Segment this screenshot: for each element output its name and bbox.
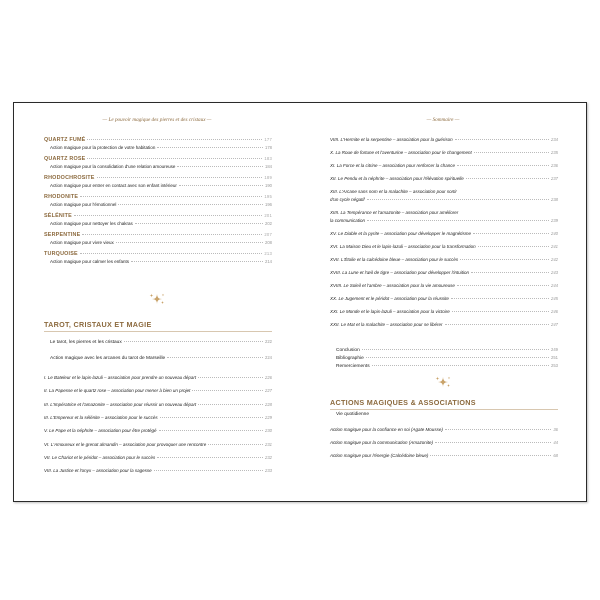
section-rule (330, 409, 558, 410)
entry-text: XVIII. La Lune et l'œil de tigre – association pour développer l'intuition (330, 270, 470, 275)
left-page (14, 103, 300, 501)
entry-text: la communication (330, 218, 366, 223)
entry-text: XII. Le Pendu et la néphrite – association pour l'élévation spirituelle (330, 176, 464, 181)
leader-dots (131, 261, 263, 262)
page-number: 177 (264, 137, 272, 142)
page-number: 238 (551, 197, 558, 202)
entry-text: VI. L'Amoureux et le grenat almandin – association pour provoquer une rencontre (44, 441, 207, 447)
page-number: 68 (553, 453, 558, 458)
section-intro (44, 355, 272, 361)
page-number: 184 (265, 164, 272, 169)
entry-text: QUARTZ ROSE (44, 156, 86, 162)
leader-dots (80, 196, 262, 197)
leader-dots (445, 429, 552, 430)
leader-dots (452, 311, 549, 312)
leader-dots (362, 349, 549, 350)
leader-dots (87, 139, 262, 140)
crystal-heading (44, 137, 272, 143)
leader-dots (367, 220, 549, 221)
entry-text: Action magique pour l'émotionnel (50, 202, 117, 207)
entry-text: XIIII. La Tempérance et l'amazonite – association pour améliorer (330, 210, 459, 215)
action-entry (330, 440, 558, 445)
entry-text: Action magique avec les arcanes du tarot de Marseille (50, 356, 166, 361)
entry-text: XVII. L'Étoile et la calcédoine bleue – association pour le succès (330, 257, 459, 262)
entry-text: XV. Le Diable et la pyrite – association pour développer le magnétisme (330, 231, 471, 236)
leader-dots (473, 233, 549, 234)
page-number: 228 (265, 401, 272, 407)
section-intro (44, 339, 272, 345)
leader-dots (192, 390, 263, 391)
page-number: 245 (551, 296, 558, 301)
back-matter-entry (330, 363, 558, 369)
entry-text: X. La Roue de fortune et l'aventurine – association pour le changement (330, 150, 472, 155)
running-head-right: — Sommaire — (426, 117, 460, 123)
arcane-entry (44, 402, 272, 407)
leader-dots (466, 178, 549, 179)
entry-text: XXII. Le Mat et la malachite – association pour se libérer (330, 322, 443, 327)
entry-text: RHODONITE (44, 194, 79, 200)
running-head-left: — Le pouvoir magique des pierres et des cristaux — (102, 117, 212, 123)
section-title-actions: ACTIONS MAGIQUES & ASSOCIATIONS (330, 398, 476, 407)
leader-dots (208, 444, 263, 445)
page-number: 202 (265, 221, 272, 226)
arcane-entry (44, 375, 272, 380)
crystal-heading (44, 213, 272, 219)
page-number: 44 (553, 440, 558, 445)
page-number: 231 (265, 441, 272, 447)
crystal-action (44, 221, 272, 226)
page-number: 253 (551, 363, 558, 368)
page-number: 237 (551, 176, 558, 181)
entry-text: III. L'Impératrice et l'amazonite – association pour réussir un nouveau départ (44, 401, 197, 407)
page-number: 229 (265, 414, 272, 420)
sparkle-icon (148, 292, 166, 306)
page-number: 213 (264, 251, 272, 256)
arcane-entry (44, 455, 272, 460)
entry-text: XXI. Le Monde et le lapis-lazuli – association pour la victoire (330, 309, 450, 314)
entry-text: d'un cycle négatif (330, 197, 365, 202)
page-number: 183 (264, 156, 272, 161)
entry-text: TURQUOISE (44, 251, 78, 257)
entry-text: Vie quotidienne (336, 412, 369, 417)
page-number: 235 (551, 150, 558, 155)
entry-text: RHODOCHROSITE (44, 175, 95, 181)
section-title-tarot: TAROT, CRISTAUX ET MAGIE (44, 320, 152, 329)
arcane-entry (330, 163, 558, 168)
arcane-entry (330, 176, 558, 181)
entry-text: Action magique pour la confiance en soi (Agate Mousse) (330, 427, 443, 432)
leader-dots (457, 285, 549, 286)
entry-text: Action magique pour nettoyer les chakras (50, 221, 133, 226)
toc-left (44, 103, 272, 501)
entry-text: Action magique pour la communication (Amazonite) (330, 440, 434, 445)
leader-dots (372, 365, 549, 366)
entry-text: XVI. La Maison Dieu et le lapis-lazuli – association pour la transformation (330, 244, 476, 249)
entry-text: Action magique pour la consolidation d'une relation amoureuse (50, 164, 176, 169)
leader-dots (74, 215, 262, 216)
leader-dots (198, 377, 263, 378)
arcane-entry (330, 150, 558, 155)
leader-dots (87, 158, 262, 159)
arcane-entry (330, 244, 558, 249)
action-entry (330, 427, 558, 432)
leader-dots (471, 272, 549, 273)
page-number: 207 (264, 232, 272, 237)
entry-text: SERPENTINE (44, 232, 81, 238)
sparkle-icon (434, 375, 452, 389)
leader-dots (445, 324, 549, 325)
entry-text: Remerciements (336, 364, 370, 369)
arcane-entry (44, 428, 272, 433)
leader-dots (97, 177, 263, 178)
leader-dots (154, 470, 263, 471)
leader-dots (82, 234, 262, 235)
page-number: 232 (265, 454, 272, 460)
entry-text: VIIII. L'Hermite et la serpentine – association pour la guérison (330, 137, 453, 142)
arcane-entry (330, 231, 558, 236)
leader-dots (157, 457, 263, 458)
book-spread (13, 102, 587, 502)
crystal-heading (44, 232, 272, 238)
leader-dots (160, 417, 263, 418)
crystal-action (44, 202, 272, 207)
leader-dots (118, 204, 263, 205)
right-page (300, 103, 586, 501)
arcane-entry (330, 283, 558, 288)
toc-right (330, 103, 558, 501)
page-number: 233 (265, 468, 272, 474)
page-number: 230 (265, 428, 272, 434)
arcane-entry-line1 (330, 189, 558, 194)
arcane-entry (330, 137, 558, 142)
entry-text: SÉLÉNITE (44, 213, 72, 219)
page-number: 222 (265, 339, 272, 344)
leader-dots (116, 242, 263, 243)
leader-dots (455, 139, 549, 140)
page-number: 201 (264, 213, 272, 218)
page-number: 226 (265, 375, 272, 380)
arcane-entry (330, 257, 558, 262)
leader-dots (451, 298, 549, 299)
page-number: 246 (551, 309, 558, 314)
leader-dots (460, 259, 549, 260)
page-number: 178 (265, 145, 272, 150)
leader-dots (435, 442, 551, 443)
entry-text: II. La Papesse et le quartz rose – association pour mener à bien un projet (44, 388, 191, 394)
crystal-heading (44, 156, 272, 162)
entry-text: Bibliographie (336, 356, 364, 361)
entry-text: XVIIII. Le Soleil et l'ambre – association pour la vie amoureuse (330, 283, 455, 288)
page-number: 189 (264, 175, 272, 180)
page-number: 36 (553, 427, 558, 432)
page-number: 242 (551, 257, 558, 262)
entry-text: VII. Le Chariot et le péridot – association pour le succès (44, 454, 156, 460)
page-number: 241 (551, 244, 558, 249)
entry-text: Action magique pour entrer en contact avec son enfant intérieur (50, 183, 177, 188)
page-number: 244 (551, 283, 558, 288)
arcane-entry (44, 442, 272, 447)
entry-text: XI. La Force et la citrine – association pour renforcer la chance (330, 163, 456, 168)
page-number: 243 (551, 270, 558, 275)
leader-dots (80, 253, 263, 254)
action-entry (330, 453, 558, 458)
crystal-heading (44, 175, 272, 181)
entry-text: Action magique pour la protection de votre habitation (50, 145, 156, 150)
page-number: 227 (265, 388, 272, 394)
leader-dots (478, 246, 549, 247)
arcane-entry (330, 296, 558, 301)
subsection-title (330, 412, 558, 417)
page-number: 236 (551, 163, 558, 168)
page-number: 234 (551, 137, 558, 142)
entry-text: Action magique pour vivre vieux (50, 240, 114, 245)
leader-dots (198, 404, 263, 405)
crystal-heading (44, 194, 272, 200)
leader-dots (177, 166, 263, 167)
page-number: 214 (265, 259, 272, 264)
arcane-entry (44, 415, 272, 420)
entry-text: Action magique pour l'énergie (Calcédoine bleue) (330, 453, 429, 458)
page-number: 251 (551, 355, 558, 360)
page-number: 190 (265, 183, 272, 188)
leader-dots (159, 430, 264, 431)
entry-text: I. Le Bateleur et le lapis-lazuli – association pour prendre un nouveau départ (44, 375, 197, 380)
arcane-entry (44, 468, 272, 473)
arcane-entry (330, 270, 558, 275)
crystal-action (44, 240, 272, 245)
page-number: 208 (265, 240, 272, 245)
entry-text: V. Le Pape et la néphrite – association pour être protégé (44, 428, 157, 434)
arcane-entry (330, 197, 558, 202)
crystal-heading (44, 251, 272, 257)
crystal-action (44, 259, 272, 264)
arcane-entry (44, 388, 272, 393)
entry-text: Conclusion (336, 348, 360, 353)
entry-text: XX. Le Jugement et le péridot – association pour la réussite (330, 296, 449, 301)
leader-dots (474, 152, 549, 153)
crystal-action (44, 183, 272, 188)
crystal-action (44, 164, 272, 169)
page-number: 247 (551, 322, 558, 327)
entry-text: Le tarot, les pierres et les cristaux (50, 340, 122, 345)
crystal-action (44, 145, 272, 150)
page-number: 196 (265, 202, 272, 207)
entry-text: QUARTZ FUMÉ (44, 137, 86, 143)
leader-dots (167, 357, 263, 358)
leader-dots (367, 199, 549, 200)
arcane-entry (330, 218, 558, 223)
entry-text: XIII. L'Arcane sans nom et la malachite – association pour sortir (330, 189, 457, 194)
entry-text: III. L'Empereur et la sélénite – association pour le succès (44, 414, 158, 420)
leader-dots (179, 185, 263, 186)
arcane-entry-line1 (330, 210, 558, 215)
page-number: 224 (265, 355, 272, 360)
page-number: 249 (551, 347, 558, 352)
leader-dots (457, 165, 549, 166)
back-matter-entry (330, 347, 558, 353)
page-number: 239 (551, 218, 558, 223)
entry-text: Action magique pour calmer les enfants (50, 259, 130, 264)
page-number: 195 (264, 194, 272, 199)
entry-text: VIII. La Justice et l'onyx – association pour la sagesse (44, 468, 152, 474)
back-matter-entry (330, 355, 558, 361)
leader-dots (366, 357, 549, 358)
leader-dots (135, 223, 263, 224)
section-rule (44, 331, 272, 332)
leader-dots (430, 455, 551, 456)
arcane-entry (330, 309, 558, 314)
leader-dots (124, 341, 263, 342)
leader-dots (157, 147, 263, 148)
arcane-entry (330, 322, 558, 327)
page-number: 240 (551, 231, 558, 236)
